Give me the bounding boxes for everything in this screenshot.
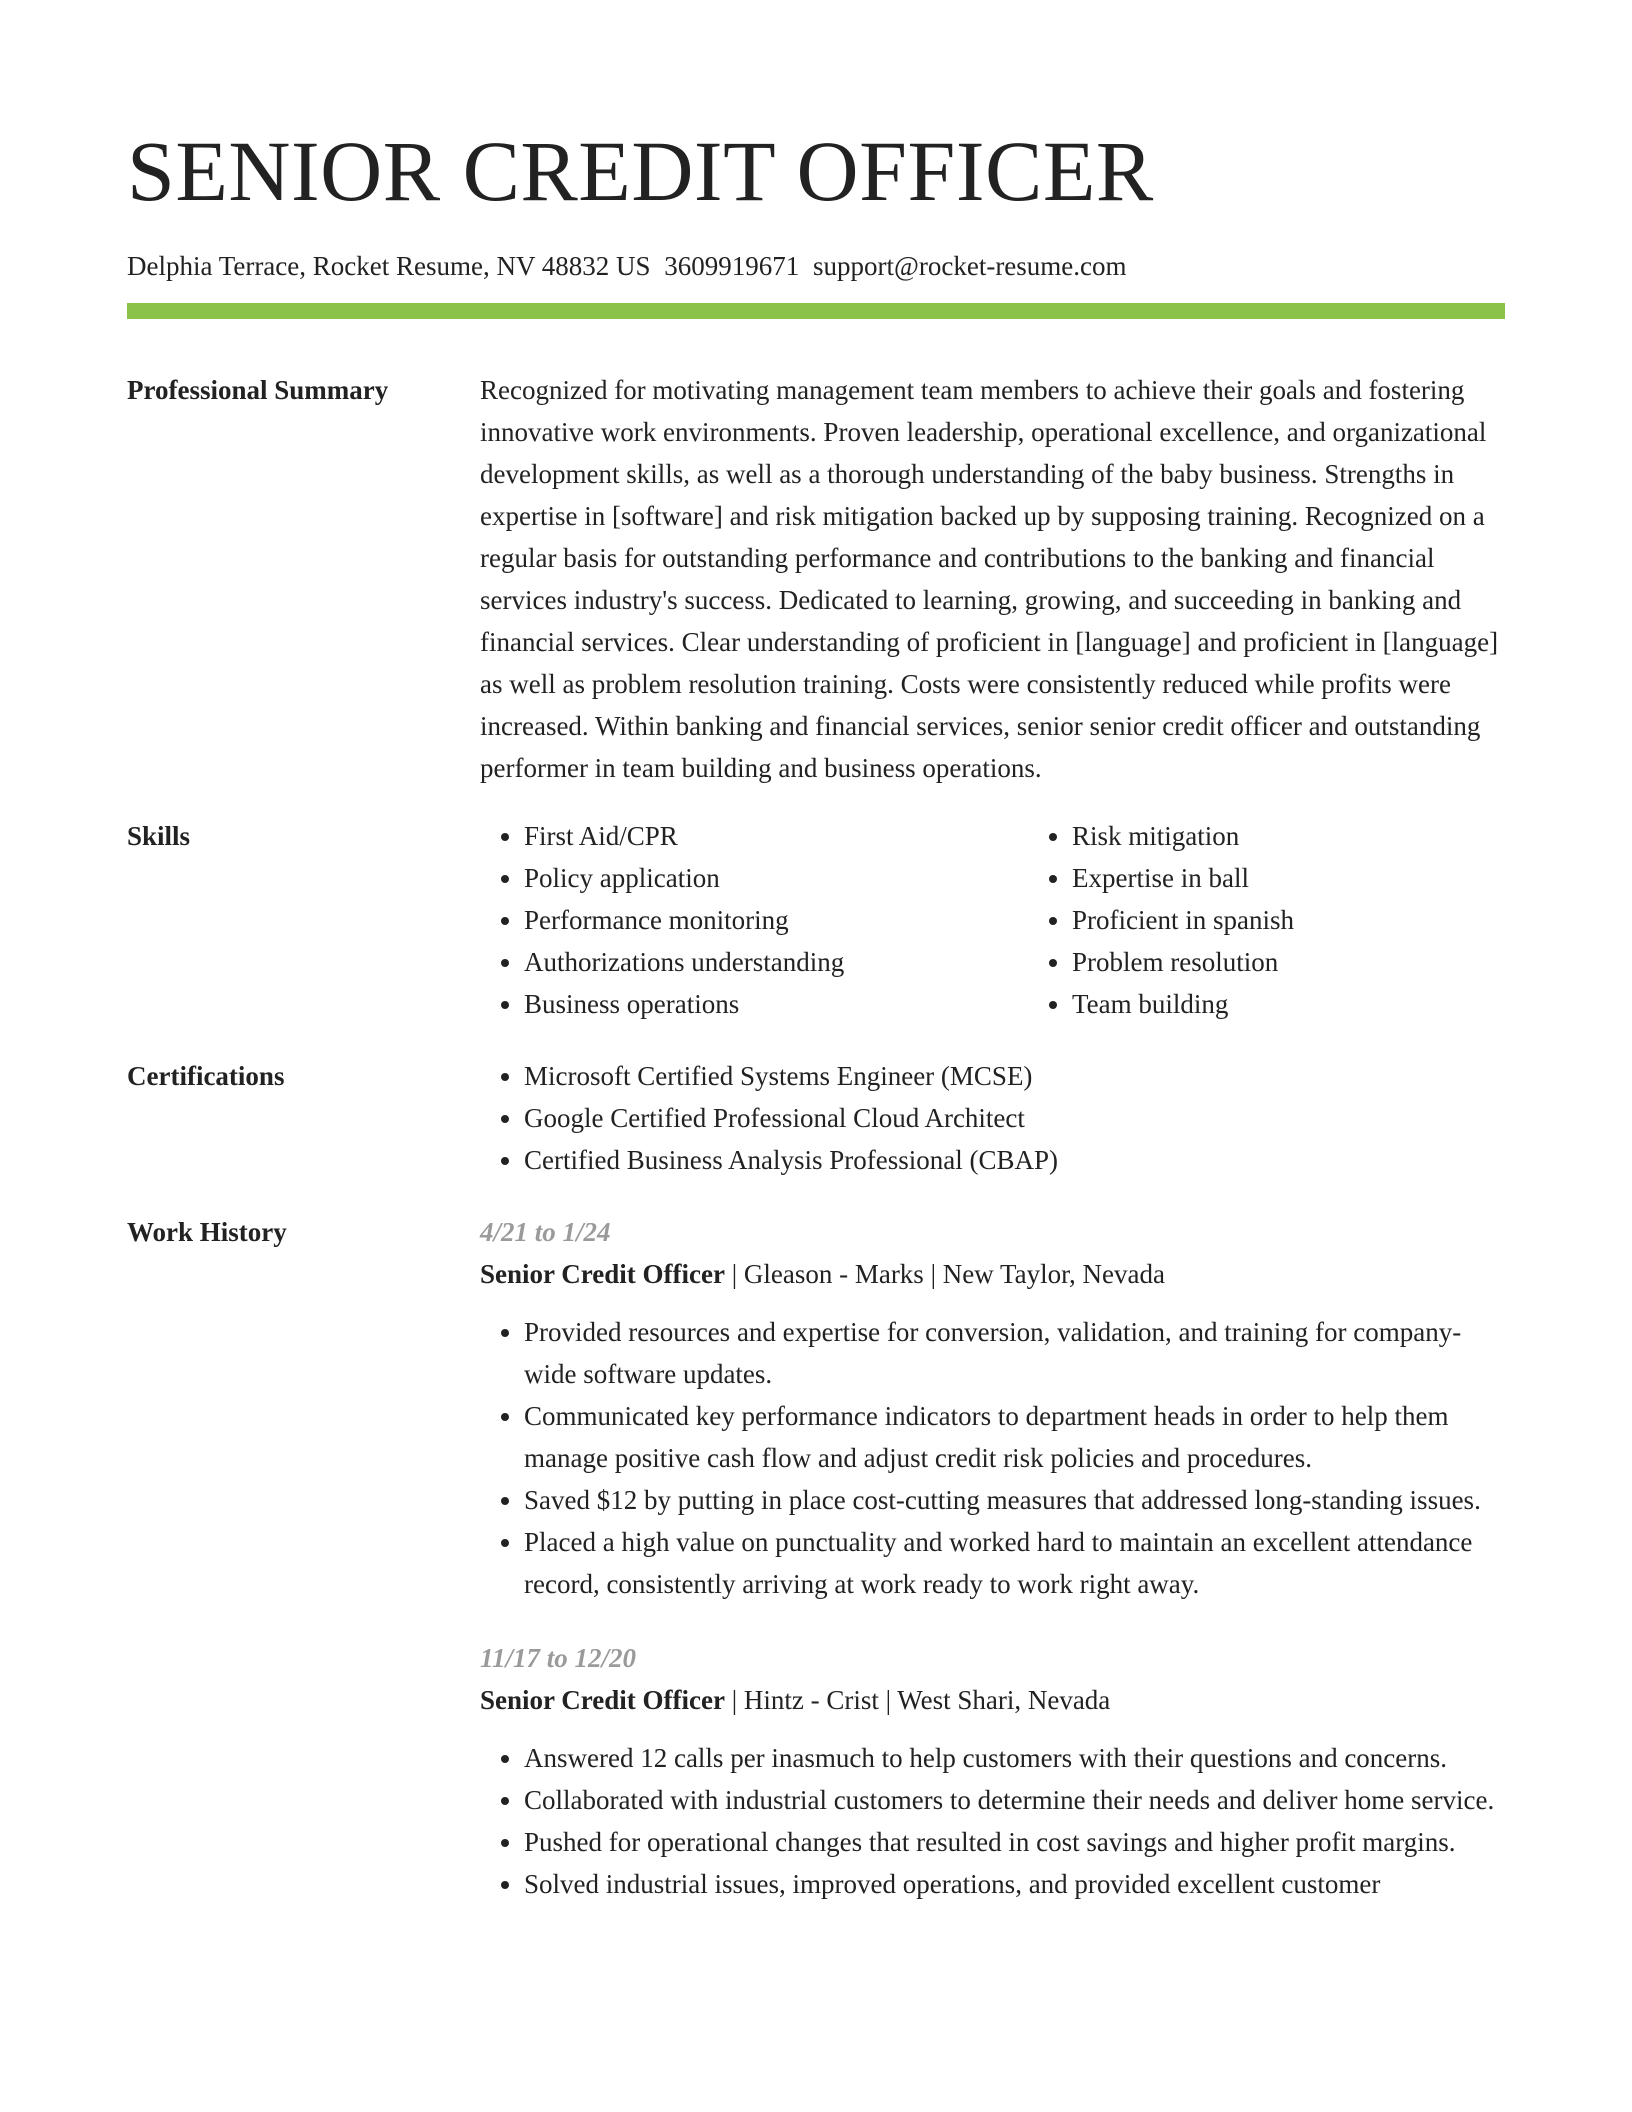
contact-address: Delphia Terrace, Rocket Resume, NV 48832 US xyxy=(127,251,651,281)
skills-body xyxy=(480,815,1505,1025)
list-item: • Performance monitoring xyxy=(524,899,1028,941)
list-item: • Problem resolution xyxy=(1072,941,1294,983)
list-item: • Certified Business Analysis Professional (CBAP) xyxy=(524,1139,1505,1181)
job-header xyxy=(480,1679,1505,1721)
list-item: • Answered 12 calls per inasmuch to help customers with their questions and concerns. xyxy=(524,1737,1505,1779)
work-history-heading: Work History xyxy=(127,1217,287,1248)
list-item: • Team building xyxy=(1072,983,1294,1025)
contact-phone: 3609919671 xyxy=(664,251,800,281)
list-item: • Solved industrial issues, improved operations, and provided excellent customer xyxy=(524,1863,1505,1905)
list-item: • Authorizations understanding xyxy=(524,941,1028,983)
separator: | xyxy=(731,1685,744,1716)
list-item: • Microsoft Certified Systems Engineer (MCSE) xyxy=(524,1055,1505,1097)
certifications-body xyxy=(480,1055,1505,1181)
job-entry xyxy=(480,1211,1505,1605)
list-item: • Placed a high value on punctuality and worked hard to maintain an excellent attendance record, consistently arriving at work ready to work right away. xyxy=(524,1521,1505,1605)
separator: | xyxy=(885,1685,898,1716)
list-item: • Proficient in spanish xyxy=(1072,899,1294,941)
job-bullets xyxy=(480,1737,1505,1905)
contact-line xyxy=(127,250,1505,282)
list-item: • Provided resources and expertise for conversion, validation, and training for company-wide software updates. xyxy=(524,1311,1505,1395)
list-item: • Google Certified Professional Cloud Architect xyxy=(524,1097,1505,1139)
job-dates: 4/21 to 1/24 xyxy=(480,1217,611,1248)
list-item: • Policy application xyxy=(524,857,1028,899)
list-item: • Pushed for operational changes that resulted in cost savings and higher profit margins. xyxy=(524,1821,1505,1863)
job-title: Senior Credit Officer xyxy=(480,1685,725,1716)
list-item: • Collaborated with industrial customers to determine their needs and deliver home service. xyxy=(524,1779,1505,1821)
summary-text: Recognized for motivating management team members to achieve their goals and fostering innovative work environments. Proven leadership, operational excellence, and organizational development skills, as well as a thorough understanding of the baby business. Strengths in expertise in [software] and risk mitigation backed up by supposing training. Recognized on a regular basis for outstanding performance and contributions to the banking and financial services industry's success. Dedicated to learning, growing, and succeeding in banking and financial services. Clear understanding of proficient in [language] and proficient in [language] as well as problem resolution training. Costs were consistently reduced while profits were increased. Within banking and financial services, senior senior credit officer and outstanding performer in team building and business operations. xyxy=(480,375,1499,784)
separator: | xyxy=(731,1259,744,1290)
skills-section xyxy=(127,815,1505,1025)
resume-title: SENIOR CREDIT OFFICER xyxy=(127,123,1154,219)
certifications-heading: Certifications xyxy=(127,1061,285,1092)
job-location: New Taylor, Nevada xyxy=(942,1259,1165,1290)
certifications-list xyxy=(480,1055,1505,1181)
list-item: • Business operations xyxy=(524,983,1028,1025)
work-history-section xyxy=(127,1211,1505,1905)
job-company: Hintz - Crist xyxy=(743,1685,879,1716)
header-divider xyxy=(127,303,1505,319)
list-item: • Expertise in ball xyxy=(1072,857,1294,899)
summary-heading: Professional Summary xyxy=(127,375,389,406)
skills-list-right xyxy=(1028,815,1294,1025)
job-header xyxy=(480,1253,1505,1295)
job-company: Gleason - Marks xyxy=(743,1259,924,1290)
separator: | xyxy=(930,1259,943,1290)
contact-email: support@rocket-resume.com xyxy=(813,251,1127,281)
summary-section xyxy=(127,369,1505,789)
job-entry xyxy=(480,1637,1505,1905)
list-item: • Saved $12 by putting in place cost-cutting measures that addressed long-standing issues. xyxy=(524,1479,1505,1521)
job-location: West Shari, Nevada xyxy=(897,1685,1111,1716)
list-item: • Risk mitigation xyxy=(1072,815,1294,857)
summary-body xyxy=(480,369,1505,789)
certifications-section xyxy=(127,1055,1505,1181)
work-history-body xyxy=(480,1211,1505,1905)
list-item: • Communicated key performance indicators to department heads in order to help them manage positive cash flow and adjust credit risk policies and procedures. xyxy=(524,1395,1505,1479)
job-title: Senior Credit Officer xyxy=(480,1259,725,1290)
job-bullets xyxy=(480,1311,1505,1605)
skills-list-left xyxy=(480,815,1028,1025)
skills-heading: Skills xyxy=(127,821,191,852)
job-dates: 11/17 to 12/20 xyxy=(480,1643,637,1674)
list-item: • First Aid/CPR xyxy=(524,815,1028,857)
